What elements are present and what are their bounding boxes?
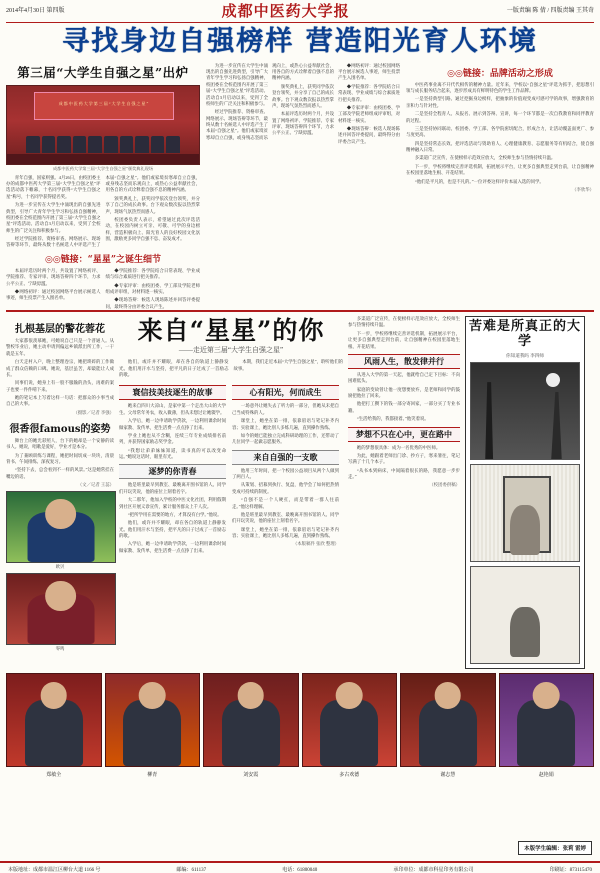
page-headline: 寻找身边自强榜样 营造阳光育人环境 [62, 26, 538, 57]
paragraph: 同事们说，她身上有一股不服输的劲头，再难的案子也要一件件啃下来。 [6, 380, 114, 392]
left-body-1 [6, 338, 114, 408]
left-head-2: 很香很famous的姿势 [9, 423, 111, 435]
tree-shape [545, 392, 569, 459]
portrait-name: 郑敏全 [46, 772, 62, 778]
paragraph: 学业上她也从不含糊，连续三年专业成绩排名前列，并获得国家励志奖学金。 [119, 432, 226, 445]
figure-shape [510, 607, 540, 657]
section-divider [6, 310, 594, 312]
link-brand-body [406, 82, 594, 185]
right-intro-body [348, 316, 460, 350]
footer-postcode: 邮编：611137 [176, 868, 207, 873]
feature-col-a [119, 381, 226, 556]
stage-screen: 成都中医药大学第三届“大学生自强之星” [34, 92, 174, 121]
top-right-sign: （李欣华） [572, 186, 594, 192]
person-silhouette [28, 512, 95, 562]
paragraph: 他们，或许并不耀眼，却在各自的轨道上静静发光。他们用汗水与坚持，把平凡的日子过成了一首励志的歌。 [119, 520, 226, 539]
paragraph: 经过学院推荐、资格审查、网络展示、现场答辩等环节，最终从数十名候选人中评选产生了本届“自强之星”。他们或家境贫寒却自立自强，或身残志坚而乐观向上，或热心公益奉献社会，用各自的方式诠释着自强不息的精神内涵。 [6, 174, 200, 248]
feature-sec3-head: 心有阳光，何而成生 [232, 385, 339, 400]
paragraph: 为了兼顾训练与课程，她把时间切成一块块，清晨背书、午间排练、深夜复习。 [6, 452, 114, 464]
feature-col-b [232, 381, 339, 556]
left-article-body [6, 175, 200, 249]
left-subhead: 第三届“大学生自强之星”出炉 [17, 64, 189, 80]
masthead-rule [6, 22, 594, 23]
paragraph: 为进一步宣传在大学生中涌现出的自强先进典型，引导广大青年学生学习和弘扬自强精神，校团委在全校范围内开展了第三届“大学生自强之星”评选活动。活动自3月启动以来，受到了全校师生的广泛关注和积极参与。 [6, 202, 101, 233]
right-sec2-head: 梦想不只在心中，更在路中 [348, 427, 460, 442]
left-photo-2 [6, 573, 116, 645]
ceremony-photo-caption: 成都中医药大学第三届“大学生自强之星”颁奖典礼现场 [52, 165, 154, 171]
top-right-column [406, 63, 594, 310]
lower-right-column [348, 316, 460, 669]
paragraph: 她的笔记本上写着这样一句话：把群众的小事当成自己的大事。 [6, 395, 114, 407]
stage-floor [7, 154, 199, 163]
paragraph: 大二那年，他加入学校的中医文化社团，利用假期到社区开展义诊宣传，累计服务群众上千人次。 [119, 497, 226, 509]
portrait-cell [203, 673, 299, 778]
stage-people [26, 136, 180, 153]
paragraph: 课堂上，她坐在第一排，依靠唇语与笔记补齐内容；实验课上，她比别人多练几遍，直到操作熟练。 [232, 418, 339, 430]
portrait-cell [6, 673, 102, 778]
feature-subcolumns [119, 381, 343, 556]
paragraph: ◆现场答辩：候选人现场陈述并回答评委提问，最终得分由评委合议产生。 [105, 297, 200, 309]
ceremony-photo [6, 85, 200, 165]
lower-left-column [6, 316, 114, 669]
feature-sec2-body [119, 482, 226, 554]
sketch-doorway [470, 464, 581, 562]
paragraph: ◆现场答辩：候选人现场陈述并回答评委提问，最终得分由评委合议产生。 [338, 126, 400, 144]
paragraph: 为此，她跟着老师出门诊、抄方子，寒来暑往，笔记写满了十几个本子。 [348, 452, 460, 465]
lower-section [6, 316, 594, 669]
top-middle-column [206, 63, 400, 310]
person-silhouette [419, 700, 477, 766]
right-sign: （校团委供稿） [429, 482, 460, 488]
left-sign-2: （文／记者 王蕊） [77, 482, 114, 488]
moon-icon [546, 373, 560, 387]
portrait-name: 多古欢德 [339, 772, 360, 778]
paragraph: 本期，我们走近本届“大学生自强之星”，聆听他们的故事。 [233, 359, 343, 371]
paragraph: 她的梦想很具体：成为一名优秀的中医师。 [356, 444, 441, 450]
footer-phone: 电话：61800040 [282, 868, 318, 873]
paragraph: 颁奖典礼上，获奖同学依次登台领奖，并分享了自己的成长故事。台下观众数次报以热烈掌声，现场气氛热烈而感人。 [105, 195, 200, 214]
paragraph: 一是坚持典型引路。通过挖掘身边榜样，把抽象的价值观变成可感可学的故事，增强教育的亲和力与针对性。 [406, 96, 594, 108]
feature-sec4-body [232, 468, 339, 540]
paragraph: 经过学院推荐、资格审查、网络展示、现场答辩等环节，最终从数十名候选人中评选产生了本届“自强之星”。他们或家境贫寒却自立自强，或身残志坚而乐观向上，或热心公益奉献社会，用各自的方式诠释着自强不息的精神内涵。 [206, 62, 334, 140]
portrait-name: 赵艳娟 [538, 772, 554, 778]
paragraph: 下一步，学校将继续完善评选机制，拓展展示平台，让更多自强典型走到台前，让自强精神在校园里落地生根、开花结果。 [406, 163, 594, 176]
left-head-1: 扎根基层的警花蓉花 [15, 324, 105, 336]
left-body-2 [6, 438, 114, 480]
left-sign-1: （摄影／记者 李强） [73, 409, 114, 415]
link-brand-head: ◎◎链接：品牌活动之形成 [447, 68, 553, 79]
paragraph: “我想让弟弟妹妹知道，读书真的可以改变命运。”她说这话时，眼里有光。 [119, 447, 226, 460]
paragraph: 白天走村入户，晚上整理卷宗，她把琐碎的工作做成了群众信赖的口碑。她说，基层虽苦，却最能让人成长。 [6, 359, 114, 377]
paragraph: “把所学用在需要的地方，才算没有白学。”他说。 [127, 511, 222, 517]
left-photo-2-caption: 零鸣 [55, 646, 65, 652]
sketch-figure [470, 566, 581, 664]
feature-sign: （本版稿件 张欣 整理） [292, 541, 339, 547]
portrait-cell [302, 673, 398, 778]
link-birth-body [6, 268, 200, 310]
left-photo-1 [6, 491, 116, 563]
paragraph: 多渠道广泛宣传，在使榜样示范效应放大，全校师生参与热情持续升温。 [348, 316, 460, 328]
feature-sec1-body [119, 403, 226, 460]
paragraph: 从策划、招募到执行、复盘，他学会了如何把热情变成可持续的制度。 [232, 482, 339, 494]
vertical-banner [465, 316, 585, 669]
top-section [6, 63, 594, 310]
masthead-date: 2014年4月30日 第四版 [6, 8, 65, 14]
paragraph: 他是班里最早到教室、最晚离开图书馆的人。同学们开玩笑说，他的座位上刻着名字。 [119, 482, 226, 494]
feature-sec3-body [232, 403, 339, 445]
link-birth-head: ◎◎链接：“星星”之诞生细节 [44, 254, 162, 265]
feature-sec4-head: 来自自强的一支歌 [232, 450, 339, 465]
person-silhouette [517, 700, 575, 766]
person-silhouette [222, 700, 280, 766]
paragraph: 如今的她已能独立完成科研助理的工作，还带动了几位同学一起做志愿服务。 [232, 432, 339, 445]
portrait-name: 刘安霞 [243, 772, 259, 778]
paragraph: 他们，或许并不耀眼，却在各自的轨道上静静发光。他们用汗水与坚持，把平凡的日子过成了一首励志的歌。 [119, 359, 229, 378]
top-left-column [6, 63, 200, 310]
paragraph: 一场意外让她失去了听力的一部分，但她从未把自己当成特殊的人。 [232, 403, 339, 415]
figure-shape [510, 505, 540, 555]
paragraph: 舞台上的她光彩照人，台下的她却是一个安静的读书人。她说，唱歌是爱好，学业才是本分。 [6, 437, 114, 450]
portrait-cell [105, 673, 201, 778]
paragraph: 课堂上，她坐在第一排，依靠唇语与笔记补齐内容；实验课上，她比别人多练几遍，直到操作熟练。 [232, 526, 339, 539]
paragraph: 四是坚持常态长效。把评选活动与资助育人、心理健康教育、志愿服务等有机结合，使自强精神融入日常。 [406, 140, 594, 153]
paragraph: 从进入大学的第一天起，他就给自己定下目标：不向困难低头。 [348, 371, 460, 384]
paragraph: 他用三年时间，把一个校园公益项目从两个人做到了两百人。 [232, 467, 339, 480]
page-footer [0, 861, 600, 873]
portrait-cell [400, 673, 496, 778]
vbanner-title: 苦难是所真正的大学 [468, 319, 581, 349]
right-sec2-body [348, 445, 460, 481]
masthead [6, 4, 594, 19]
feature-lead [119, 359, 343, 378]
feature-sec2-head: 逐梦的你青春 [119, 464, 226, 479]
paragraph: 颁奖典礼上，获奖同学依次登台领奖，并分享了自己的成长故事。台下观众数次报以热烈掌声，现场气氛热烈而感人。 [272, 83, 334, 108]
right-sec1-body [348, 372, 460, 423]
portrait-name: 谢志慧 [440, 772, 456, 778]
left-photo-1-caption: 欧贝 [55, 564, 65, 570]
paragraph: 她来自四川大凉山，是家中第一个走出大山的大学生。父母常年务农，收入微薄，但从未想过让她辍学。 [119, 403, 226, 415]
masthead-center [65, 4, 507, 19]
right-sec1-head: 风雨人生，散发律并行 [348, 354, 460, 369]
portrait-cell [499, 673, 595, 778]
paragraph: “他们是平凡的，也是不凡的。”一位评委这样评价本届入选的同学。 [414, 178, 544, 184]
footer-printer: 承印单位：成都市科星印务有限公司 [393, 868, 474, 873]
paragraph: 青年自强，国家则强。4月26日，由校团委主办的成都中医药大学第三届“大学生自强之星”评选活动落下帷幕，十名同学获得“大学生自强之星”称号，十名同学获得提名奖。 [6, 174, 101, 199]
paragraph: ◆专家评审：由校团委、学工部及学院老师组成评审组，对材料逐一核实。 [105, 282, 200, 294]
paragraph: 入学后，她一边申请助学贷款，一边利用课余时间做家教、发传单，把生活费一点点挣了出来。 [119, 541, 226, 553]
paragraph: ◆网络初评：通过校园网络平台展示候选人事迹，师生投票产生入围名单。 [338, 62, 400, 81]
masthead-staff: 一版责编 陈 倩 / 四版责编 王其奇 [506, 8, 594, 14]
paragraph: 他是班里最早到教室、最晚离开图书馆的人。同学们开玩笑说，他的座位上刻着名字。 [232, 511, 339, 524]
paragraph: ◆网络初评：通过校园网络平台展示候选人事迹，师生投票产生入围名单。 [6, 288, 101, 301]
newspaper-title: 成都中医药大学报 [221, 2, 350, 20]
person-silhouette [123, 700, 181, 766]
person-silhouette [320, 700, 378, 766]
feature-title: 来自“星星”的你 [137, 316, 325, 346]
paragraph: ◆专家评审：由校团委、学工部及学院老师组成评审组，对材料逐一核实。 [338, 104, 400, 123]
paragraph: 入学后，她一边申请助学贷款，一边利用课余时间做家教、发传单，把生活费一点点挣了出来。 [119, 418, 226, 430]
feature-column [119, 316, 343, 669]
paragraph: 本届评选历时两个月，共设置了网络初评、学院推荐、专家评审、现场答辩四个环节，力求公平公正、宁缺毋滥。 [272, 111, 334, 136]
paragraph: 三是坚持协同联动。校团委、学工部、各学院密切配合，形成合力，让活动覆盖面更广、参与度更高。 [406, 125, 594, 138]
editor-badge: 本版学生编辑：张莉 雷婷 [518, 841, 592, 855]
paragraph: “从书本到病床，中间隔着很长的路，我愿意一步步走。” [348, 467, 460, 480]
paragraph: “坚持下去，总会看到不一样的风景。”这是她常挂在嘴边的话。 [6, 467, 114, 479]
paragraph: 他把打工攒下的钱一部分寄回家，一部分买了专业书籍。 [348, 401, 460, 413]
paragraph: 为进一步宣传在大学生中涌现出的自强先进典型，引导广大青年学生学习和弘扬自强精神，校团委在全校范围内开展了第三届“大学生自强之星”评选活动。活动自3月启动以来，受到了全校师生的广泛关注和积极参与。 [206, 62, 268, 106]
paragraph: 家庭的变故曾让他一度想要放弃，是老师和同学的鼓励把他拉了回来。 [348, 386, 460, 399]
paragraph: 大家都很羡慕她，可她说自己只是一个普通人。从警校毕业后，她主动申请到偏远乡镇派出所工作，一干就是五年。 [6, 338, 114, 356]
tree-shape [479, 382, 499, 459]
vbanner-subtitle: 你知道我吗 李四师 [506, 352, 544, 358]
portrait-strip-wrap [6, 673, 594, 779]
paragraph: ◆学院推荐：各学院结合日常表现、学业成绩与综合素质进行把关推荐。 [105, 267, 200, 280]
sketch-night-trees [470, 362, 581, 460]
paragraph: “自强不是一个人硬扛，而是带着一群人往前走。”他这样理解。 [232, 497, 339, 509]
paragraph: ◆学院推荐：各学院结合日常表现、学业成绩与综合素质进行把关推荐。 [338, 83, 400, 102]
paragraph: 校团委负责人表示，希望通过此次评选活动，在校园内树立可亲、可敬、可学的身边榜样，营造积极向上、阳光育人的良好校园文化氛围，激励更多同学自强不息、奋发成才。 [105, 216, 200, 242]
paragraph: 中医药事业离不开代代相传的精神力量。近年来，学校以“自强之星”评选为抓手，把思想引领与成长服务结合起来，逐步形成具有鲜明特色的学生工作品牌。 [406, 81, 594, 94]
footer-address: 本版地址：成都市温江区柳台大道 1166 号 [8, 868, 101, 873]
paragraph: 本届评选历时两个月，共设置了网络初评、学院推荐、专家评审、现场答辩四个环节，力求公平公正、宁缺毋滥。 [6, 267, 101, 286]
person-silhouette [25, 700, 83, 766]
paragraph: 下一步，学校将继续完善评选机制，拓展展示平台，让更多自强典型走到台前，让自强精神在校园里落地生根、开花结果。 [348, 330, 460, 349]
paragraph: 二是坚持全程育人。从报名、展示到答辩、宣讲，每一个环节都是一次自我教育和同伴教育的过程。 [406, 111, 594, 123]
feature-subtitle: ——走近第三届“大学生自强之星” [178, 346, 284, 355]
portrait-strip [6, 673, 594, 778]
paragraph: “生活给我的，我都接着。”他笑着说。 [356, 416, 429, 422]
footer-license: 印刷证：873115470 [549, 868, 592, 873]
stage-illustration [7, 86, 199, 164]
person-silhouette [28, 594, 95, 644]
portrait-name: 柳青 [147, 772, 158, 778]
top-middle-body [206, 63, 400, 146]
feature-sec1-head: 寰信技美技逐生的故事 [119, 385, 226, 400]
paragraph: 多渠道广泛宣传，在使榜样示范效应放大，全校师生参与热情持续升温。 [414, 155, 556, 161]
